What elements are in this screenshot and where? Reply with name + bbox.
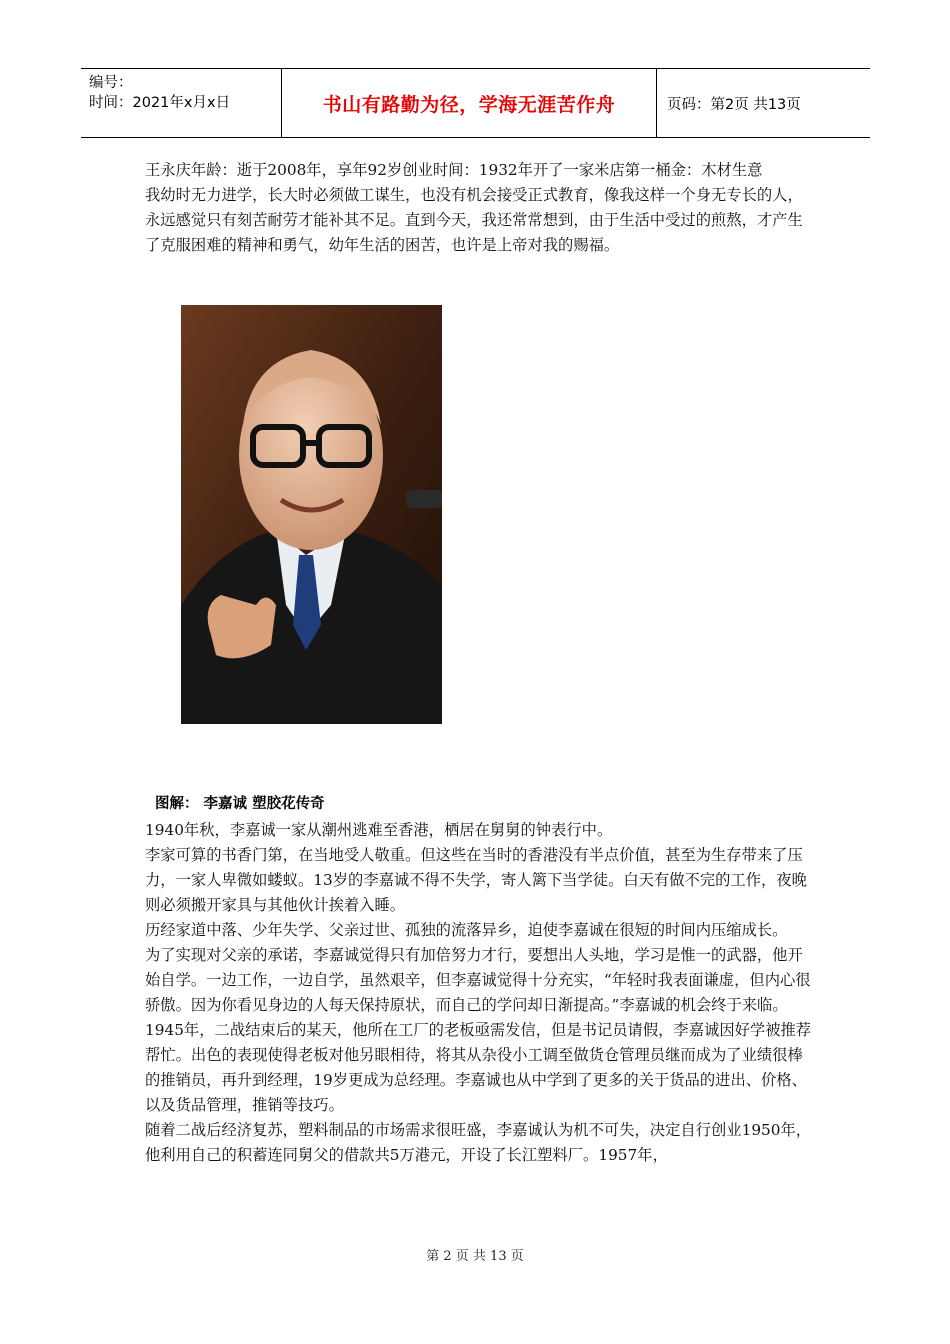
document-date-label: 时间：2021年x月x日 [89, 95, 231, 111]
intro-section [145, 158, 813, 258]
page-header [81, 68, 870, 138]
intro-paragraph: 我幼时无力进学，长大时必须做工谋生，也没有机会接受正式教育，像我这样一个身无专长的人，永远感觉只有刻苦耐劳才能补其不足。直到今天，我还常常想到，由于生活中受过的煎熬，才产生了克服困难的精神和勇气，幼年生活的困苦，也许是上帝对我的赐福。 [145, 186, 803, 254]
article-paragraph: 历经家道中落、少年失学、父亲过世、孤独的流落异乡，迫使李嘉诚在很短的时间内压缩成长。 [145, 921, 788, 939]
intro-line: 王永庆年龄：逝于2008年，享年92岁创业时间：1932年开了一家米店第一桶金：木材生意 [145, 161, 763, 179]
portrait-photo [181, 305, 442, 724]
portrait-illustration [181, 305, 442, 724]
article-paragraph: 为了实现对父亲的承诺，李嘉诚觉得只有加倍努力才行，要想出人头地，学习是惟一的武器，他开始自学。一边工作，一边自学，虽然艰辛，但李嘉诚觉得十分充实，“年轻时我表面谦虚，但内心很骄傲。因为你看见身边的人每天保持原状，而自己的学问却日渐提高。”李嘉诚的机会终于来临。 [145, 946, 811, 1014]
header-page-number: 页码：第2页 共13页 [667, 96, 801, 113]
header-meta [81, 69, 282, 137]
article-paragraph: 1945年，二战结束后的某天，他所在工厂的老板亟需发信，但是书记员请假，李嘉诚因好学被推荐帮忙。出色的表现使得老板对他另眼相待，将其从杂役小工调至做货仓管理员继而成为了业绩很棒的推销员，再升到经理，19岁更成为总经理。李嘉诚也从中学到了更多的关于货品的进出、价格、以及货品管理，推销等技巧。 [145, 1021, 812, 1114]
page-footer: 第 2 页 共 13 页 [426, 1249, 524, 1264]
header-motto: 书山有路勤为径，学海无涯苦作舟 [322, 93, 616, 116]
article-paragraph: 1940年秋，李嘉诚一家从潮州逃难至香港，栖居在舅舅的钟表行中。 [145, 821, 613, 839]
document-number-label: 编号： [89, 75, 133, 91]
photo-caption: 图解： 李嘉诚 塑胶花传奇 [155, 796, 325, 812]
article-paragraph: 随着二战后经济复苏，塑料制品的市场需求很旺盛，李嘉诚认为机不可失，决定自行创业1950年，他利用自己的积蓄连同舅父的借款共5万港元，开设了长江塑料厂。1957年， [145, 1121, 812, 1164]
article-body [145, 818, 813, 1168]
article-paragraph: 李家可算的书香门第，在当地受人敬重。但这些在当时的香港没有半点价值，甚至为生存带来了压力，一家人卑微如蝼蚁。13岁的李嘉诚不得不失学，寄人篱下当学徒。白天有做不完的工作，夜晚则必须搬开家具与其他伙计挨着入睡。 [145, 846, 807, 914]
header-page-cell [657, 69, 870, 137]
header-motto-cell [282, 69, 657, 137]
